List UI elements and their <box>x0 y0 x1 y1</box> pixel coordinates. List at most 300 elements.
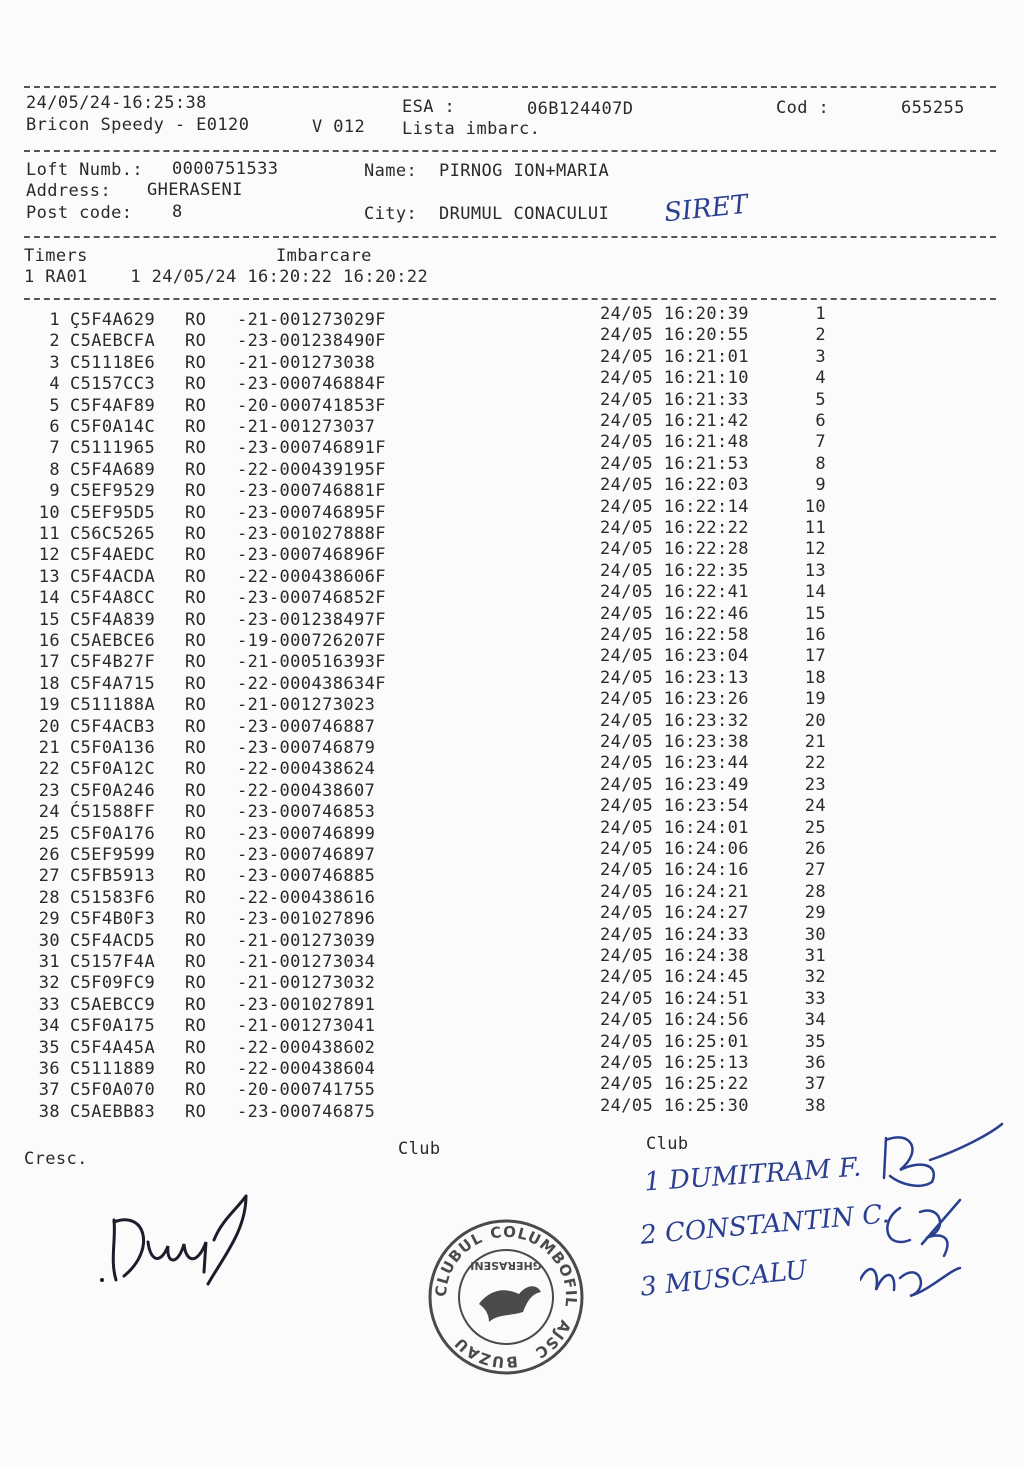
arrival-time: 24/05 16:21:10 <box>600 368 749 389</box>
loft-number-value: 0000751533 <box>172 159 279 179</box>
bird-chip-code: C5F4AF89 <box>70 395 156 416</box>
list-item <box>0 946 1024 975</box>
bird-chip-code: C5F4A45A <box>70 1037 156 1058</box>
address-value: GHERASENI <box>147 180 243 200</box>
row-index: 1 <box>49 310 60 330</box>
name-label: Name: <box>364 161 418 181</box>
list-item <box>0 753 1024 782</box>
bird-chip-code: C5F0A14C <box>70 417 156 437</box>
list-item <box>0 539 1024 568</box>
bird-chip-code: C5F0A12C <box>70 759 156 780</box>
row-index: 8 <box>49 459 60 480</box>
ring-number: -21-001273039 <box>237 930 376 951</box>
rank-number: 20 <box>804 710 826 731</box>
list-item <box>0 1053 1024 1082</box>
ring-number: -23-000746881F <box>237 481 386 502</box>
ring-number: -23-000746897 <box>237 845 376 865</box>
country-code: RO <box>185 459 207 480</box>
ring-number: -20-000741755 <box>237 1080 376 1101</box>
country-code: RO <box>185 673 207 694</box>
rank-number: 13 <box>804 560 826 581</box>
row-index: 2 <box>49 331 60 352</box>
country-code: RO <box>185 823 207 844</box>
rank-number: 37 <box>804 1074 826 1095</box>
arrival-time: 24/05 16:23:38 <box>600 732 749 752</box>
ring-number: -23-000746875 <box>237 1101 376 1122</box>
row-index: 35 <box>38 1037 60 1058</box>
row-index: 4 <box>49 374 60 395</box>
committee-member-3: 3 MUSCALU <box>638 1255 809 1303</box>
postcode-value: 8 <box>172 202 183 222</box>
row-index: 12 <box>38 545 60 566</box>
bird-chip-code: C5F4A8CC <box>70 588 156 609</box>
timer-row: 1 RA01 1 24/05/24 16:20:22 16:20:22 <box>24 267 429 287</box>
club-label-2: Club <box>646 1134 689 1154</box>
list-item <box>0 860 1024 889</box>
cresc-label: Cresc. <box>24 1149 88 1169</box>
bird-chip-code: C5F4ACD5 <box>70 930 156 951</box>
stamp-bottom-text: BUZAU <box>450 1333 519 1372</box>
ring-number: -23-000746879 <box>237 738 376 758</box>
handwritten-note: SIRET <box>662 189 750 229</box>
country-code: RO <box>185 952 207 972</box>
stamp-left-text: CLUBUL <box>431 1228 486 1298</box>
arrival-time: 24/05 16:22:41 <box>600 582 749 603</box>
stamp-right-text: AJSC <box>531 1317 575 1363</box>
bird-chip-code: C5AEBB83 <box>70 1101 156 1122</box>
breeder-signature <box>96 1180 286 1290</box>
country-code: RO <box>185 545 207 566</box>
arrival-time: 24/05 16:23:13 <box>600 667 749 688</box>
esa-label: ESA : <box>402 97 456 117</box>
country-code: RO <box>185 866 207 887</box>
ring-number: -23-000746887 <box>237 716 376 737</box>
row-index: 30 <box>38 930 60 951</box>
divider-list <box>24 298 996 300</box>
rank-number: 11 <box>804 518 826 538</box>
list-item <box>0 967 1024 996</box>
country-code: RO <box>185 930 207 951</box>
rank-number: 4 <box>815 368 826 389</box>
committee-member-1: 1 DUMITRAM F. <box>643 1152 863 1198</box>
list-item <box>0 1010 1024 1039</box>
ring-number: -21-001273029F <box>237 310 386 330</box>
timers-label: Timers <box>24 246 88 266</box>
cod-value: 655255 <box>901 98 965 118</box>
rank-number: 21 <box>804 732 826 752</box>
country-code: RO <box>185 759 207 780</box>
country-code: RO <box>185 352 207 373</box>
row-index: 29 <box>38 909 60 930</box>
arrival-time: 24/05 16:23:26 <box>600 689 749 710</box>
ring-number: -22-000438602 <box>237 1037 376 1058</box>
list-item <box>0 325 1024 354</box>
rank-number: 36 <box>804 1053 826 1073</box>
ring-number: -23-000746895F <box>237 502 386 523</box>
row-index: 6 <box>49 417 60 437</box>
country-code: RO <box>185 1037 207 1058</box>
bird-chip-code: C56C5265 <box>70 524 156 544</box>
bird-chip-code: C5EF9599 <box>70 845 156 865</box>
country-code: RO <box>185 609 207 630</box>
ring-number: -23-001027891 <box>237 994 376 1015</box>
country-code: RO <box>185 845 207 865</box>
row-index: 21 <box>38 738 60 758</box>
arrival-time: 24/05 16:22:35 <box>600 560 749 581</box>
row-index: 10 <box>38 502 60 523</box>
row-index: 9 <box>49 481 60 502</box>
arrival-time: 24/05 16:24:45 <box>600 967 749 988</box>
rank-number: 9 <box>815 475 826 496</box>
row-index: 27 <box>38 866 60 887</box>
ring-number: -22-000439195F <box>237 459 386 480</box>
arrival-time: 24/05 16:24:51 <box>600 988 749 1009</box>
row-index: 31 <box>38 952 60 972</box>
rank-number: 2 <box>815 325 826 346</box>
row-index: 14 <box>38 588 60 609</box>
rank-number: 5 <box>815 389 826 410</box>
bird-chip-code: C5F4ACDA <box>70 566 156 587</box>
country-code: RO <box>185 481 207 502</box>
country-code: RO <box>185 909 207 930</box>
row-index: 25 <box>38 823 60 844</box>
country-code: RO <box>185 524 207 544</box>
divider-timers <box>24 236 996 238</box>
imbarcare-label: Imbarcare <box>276 246 372 266</box>
bird-chip-code: C5157F4A <box>70 952 156 972</box>
arrival-time: 24/05 16:20:39 <box>600 304 749 324</box>
row-index: 3 <box>49 352 60 373</box>
rank-number: 26 <box>804 839 826 859</box>
divider-top <box>24 86 996 88</box>
arrival-time: 24/05 16:20:55 <box>600 325 749 346</box>
bird-chip-code: Ç5F4A629 <box>70 310 156 330</box>
row-index: 23 <box>38 780 60 801</box>
list-item <box>0 411 1024 440</box>
row-index: 7 <box>49 438 60 459</box>
bird-chip-code: C5F4A689 <box>70 459 156 480</box>
bird-chip-code: C5F09FC9 <box>70 973 156 994</box>
committee-signatures <box>860 1120 1010 1310</box>
list-item <box>0 881 1024 911</box>
bird-chip-code: C5F4B27F <box>70 652 156 673</box>
arrival-time: 24/05 16:25:30 <box>600 1095 749 1116</box>
ring-number: -21-001273041 <box>237 1016 376 1037</box>
row-index: 17 <box>38 652 60 673</box>
ring-number: -19-000726207F <box>237 631 386 651</box>
esa-value: 06B124407D <box>527 99 634 119</box>
list-item <box>0 496 1024 526</box>
bird-chip-code: C511188A <box>70 695 156 716</box>
ring-number: -23-000746896F <box>237 545 386 566</box>
row-index: 32 <box>38 973 60 994</box>
list-item <box>0 667 1024 697</box>
country-code: RO <box>185 887 207 908</box>
country-code: RO <box>185 780 207 801</box>
country-code: RO <box>185 631 207 651</box>
arrival-time: 24/05 16:21:48 <box>600 432 749 453</box>
arrival-time: 24/05 16:23:04 <box>600 646 749 667</box>
ring-number: -21-001273023 <box>237 695 376 716</box>
ring-number: -23-000746884F <box>237 374 386 395</box>
country-code: RO <box>185 802 207 823</box>
ring-number: -23-000746885 <box>237 866 376 887</box>
list-item <box>0 625 1024 654</box>
postcode-label: Post code: <box>26 203 133 223</box>
row-index: 33 <box>38 994 60 1015</box>
bird-chip-code: C5111889 <box>70 1059 156 1079</box>
stamp-top-text: COLUMBOFIL <box>488 1222 581 1309</box>
arrival-time: 24/05 16:25:01 <box>600 1031 749 1052</box>
bird-chip-code: C5157CC3 <box>70 374 156 395</box>
arrival-time: 24/05 16:24:27 <box>600 903 749 924</box>
list-item <box>0 924 1024 954</box>
row-index: 20 <box>38 716 60 737</box>
rank-number: 19 <box>804 689 826 710</box>
row-index: 26 <box>38 845 60 865</box>
country-code: RO <box>185 738 207 758</box>
list-item <box>0 796 1024 825</box>
ring-number: -22-000438604 <box>237 1059 376 1079</box>
list-item <box>0 1031 1024 1061</box>
row-index: 16 <box>38 631 60 651</box>
row-index: 13 <box>38 566 60 587</box>
arrival-time: 24/05 16:22:22 <box>600 518 749 538</box>
country-code: RO <box>185 374 207 395</box>
country-code: RO <box>185 652 207 673</box>
rank-number: 35 <box>804 1031 826 1052</box>
arrival-time: 24/05 16:24:16 <box>600 860 749 881</box>
rank-number: 17 <box>804 646 826 667</box>
country-code: RO <box>185 1016 207 1037</box>
ring-number: -21-001273032 <box>237 973 376 994</box>
rank-number: 30 <box>804 924 826 945</box>
stamp-center-text: GHERASENI <box>470 1259 542 1272</box>
divider-loft <box>24 150 996 152</box>
city-label: City: <box>364 204 418 224</box>
ring-number: -22-000438634F <box>237 673 386 694</box>
row-index: 5 <box>49 395 60 416</box>
list-item <box>0 774 1024 804</box>
bird-chip-code: C5F0A176 <box>70 823 156 844</box>
bird-chip-code: C5FB5913 <box>70 866 156 887</box>
list-item <box>0 689 1024 718</box>
arrival-time: 24/05 16:21:33 <box>600 389 749 410</box>
row-index: 19 <box>38 695 60 716</box>
list-item <box>0 1074 1024 1103</box>
device-version: V 012 <box>312 117 366 137</box>
ring-number: -21-001273037 <box>237 417 376 437</box>
rank-number: 18 <box>804 667 826 688</box>
country-code: RO <box>185 395 207 416</box>
ring-number: -23-000746891F <box>237 438 386 459</box>
ring-number: -22-000438607 <box>237 780 376 801</box>
ring-number: -22-000438624 <box>237 759 376 780</box>
rank-number: 38 <box>804 1095 826 1116</box>
list-item <box>0 304 1024 333</box>
arrival-time: 24/05 16:24:38 <box>600 946 749 966</box>
bird-chip-code: C5F0A175 <box>70 1016 156 1037</box>
print-datetime: 24/05/24-16:25:38 <box>26 93 207 113</box>
rank-number: 8 <box>815 453 826 474</box>
ring-number: -23-001238490F <box>237 331 386 352</box>
rank-number: 14 <box>804 582 826 603</box>
country-code: RO <box>185 1080 207 1101</box>
cod-label: Cod : <box>776 98 830 118</box>
pigeon-icon <box>479 1286 541 1322</box>
ring-number: -23-000746853 <box>237 802 376 823</box>
bird-chip-code: C5F0A136 <box>70 738 156 758</box>
arrival-time: 24/05 16:24:33 <box>600 924 749 945</box>
rank-number: 25 <box>804 817 826 838</box>
club-label-1: Club <box>398 1139 441 1159</box>
list-item <box>0 475 1024 504</box>
row-index: 22 <box>38 759 60 780</box>
loft-number-label: Loft Numb.: <box>26 160 143 180</box>
club-stamp <box>427 1218 585 1376</box>
bird-chip-code: C5111965 <box>70 438 156 459</box>
arrival-time: 24/05 16:24:21 <box>600 881 749 902</box>
list-item <box>0 839 1024 868</box>
list-item <box>0 432 1024 461</box>
rank-number: 3 <box>815 346 826 367</box>
row-index: 34 <box>38 1016 60 1037</box>
list-title: Lista imbarc. <box>402 119 541 139</box>
ring-number: -23-001238497F <box>237 609 386 630</box>
bird-chip-code: C5AEBCE6 <box>70 631 156 651</box>
rank-number: 10 <box>804 496 826 517</box>
arrival-time: 24/05 16:21:53 <box>600 453 749 474</box>
arrival-time: 24/05 16:24:01 <box>600 817 749 838</box>
country-code: RO <box>185 695 207 716</box>
bird-chip-code: C51118E6 <box>70 352 156 373</box>
rank-number: 23 <box>804 774 826 795</box>
row-index: 38 <box>38 1101 60 1122</box>
arrival-time: 24/05 16:22:14 <box>600 496 749 517</box>
ring-number: -20-000741853F <box>237 395 386 416</box>
rank-number: 6 <box>815 411 826 431</box>
row-index: 28 <box>38 887 60 908</box>
bird-chip-code: C5AEBCFA <box>70 331 156 352</box>
list-item <box>0 710 1024 740</box>
ring-number: -23-001027888F <box>237 524 386 544</box>
list-item <box>0 603 1024 633</box>
country-code: RO <box>185 1059 207 1079</box>
ring-number: -23-000746899 <box>237 823 376 844</box>
bird-chip-code: C5AEBCC9 <box>70 994 156 1015</box>
arrival-time: 24/05 16:22:28 <box>600 539 749 560</box>
committee-member-2: 2 CONSTANTIN C. <box>639 1199 891 1251</box>
ring-number: -22-000438606F <box>237 566 386 587</box>
list-item <box>0 817 1024 847</box>
country-code: RO <box>185 310 207 330</box>
bird-chip-code: C5EF95D5 <box>70 502 156 523</box>
country-code: RO <box>185 588 207 609</box>
arrival-time: 24/05 16:24:56 <box>600 1010 749 1031</box>
arrival-time: 24/05 16:22:03 <box>600 475 749 496</box>
address-label: Address: <box>26 181 112 201</box>
country-code: RO <box>185 716 207 737</box>
ring-number: -22-000438616 <box>237 887 376 908</box>
bird-chip-code: Ć51588FF <box>70 802 156 823</box>
rank-number: 16 <box>804 625 826 645</box>
arrival-time: 24/05 16:21:42 <box>600 411 749 431</box>
arrival-time: 24/05 16:23:49 <box>600 774 749 795</box>
bird-chip-code: C51583F6 <box>70 887 156 908</box>
country-code: RO <box>185 566 207 587</box>
bird-chip-code: C5F4AEDC <box>70 545 156 566</box>
arrival-time: 24/05 16:23:32 <box>600 710 749 731</box>
country-code: RO <box>185 994 207 1015</box>
list-item <box>0 582 1024 611</box>
row-index: 11 <box>38 524 60 544</box>
country-code: RO <box>185 417 207 437</box>
bird-chip-code: C5F4ACB3 <box>70 716 156 737</box>
arrival-time: 24/05 16:22:58 <box>600 625 749 645</box>
arrival-time: 24/05 16:21:01 <box>600 346 749 367</box>
ring-number: -23-000746852F <box>237 588 386 609</box>
ring-number: -23-001027896 <box>237 909 376 930</box>
list-item <box>0 560 1024 590</box>
bird-chip-code: C5F4B0F3 <box>70 909 156 930</box>
list-item <box>0 518 1024 547</box>
rank-number: 7 <box>815 432 826 453</box>
name-value: PIRNOG ION+MARIA <box>439 161 610 181</box>
ring-number: -21-001273034 <box>237 952 376 972</box>
arrival-time: 24/05 16:22:46 <box>600 603 749 624</box>
ring-number: -21-000516393F <box>237 652 386 673</box>
rank-number: 1 <box>815 304 826 324</box>
rank-number: 31 <box>804 946 826 966</box>
rank-number: 29 <box>804 903 826 924</box>
list-item <box>0 732 1024 761</box>
arrival-time: 24/05 16:25:13 <box>600 1053 749 1073</box>
row-index: 24 <box>38 802 60 823</box>
rank-number: 34 <box>804 1010 826 1031</box>
list-item <box>0 988 1024 1018</box>
arrival-time: 24/05 16:23:44 <box>600 753 749 774</box>
bird-chip-code: C5F4A715 <box>70 673 156 694</box>
rank-number: 32 <box>804 967 826 988</box>
rank-number: 24 <box>804 796 826 817</box>
bird-chip-code: C5F4A839 <box>70 609 156 630</box>
row-index: 18 <box>38 673 60 694</box>
arrival-time: 24/05 16:25:22 <box>600 1074 749 1095</box>
list-item <box>0 646 1024 675</box>
rank-number: 22 <box>804 753 826 774</box>
row-index: 37 <box>38 1080 60 1101</box>
arrival-time: 24/05 16:24:06 <box>600 839 749 859</box>
country-code: RO <box>185 331 207 352</box>
list-item <box>0 389 1024 419</box>
row-index: 36 <box>38 1059 60 1079</box>
country-code: RO <box>185 1101 207 1122</box>
rank-number: 33 <box>804 988 826 1009</box>
rank-number: 12 <box>804 539 826 560</box>
list-item <box>0 346 1024 376</box>
row-index: 15 <box>38 609 60 630</box>
rank-number: 27 <box>804 860 826 881</box>
country-code: RO <box>185 438 207 459</box>
list-item <box>0 368 1024 397</box>
rank-number: 15 <box>804 603 826 624</box>
country-code: RO <box>185 502 207 523</box>
bird-chip-code: C5EF9529 <box>70 481 156 502</box>
bird-chip-code: C5F0A070 <box>70 1080 156 1101</box>
arrival-time: 24/05 16:23:54 <box>600 796 749 817</box>
country-code: RO <box>185 973 207 994</box>
bird-chip-code: C5F0A246 <box>70 780 156 801</box>
